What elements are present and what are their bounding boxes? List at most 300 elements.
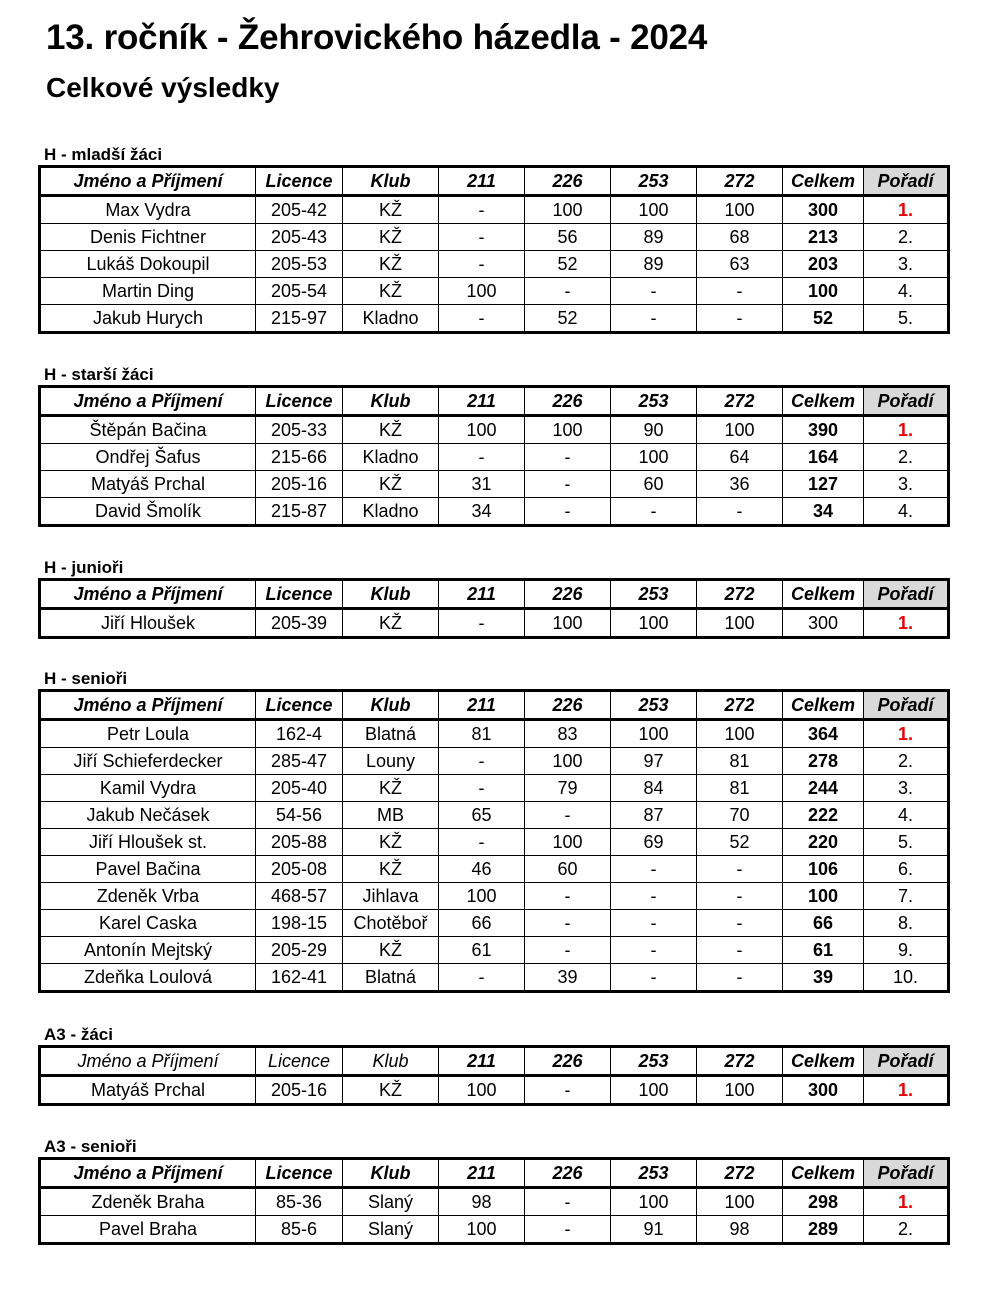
cell-r226: - (525, 498, 611, 526)
column-header-club: Klub (343, 167, 439, 196)
table-row (40, 1216, 949, 1244)
cell-club: KŽ (343, 1076, 439, 1105)
cell-club: KŽ (343, 196, 439, 224)
cell-total: 34 (783, 498, 864, 526)
table-row (40, 964, 949, 992)
cell-r226: 100 (525, 829, 611, 856)
cell-r211: - (439, 775, 525, 802)
cell-r211: 65 (439, 802, 525, 829)
cell-club: Slaný (343, 1216, 439, 1244)
cell-rank: 4. (864, 802, 949, 829)
cell-name: Jiří Schieferdecker (40, 748, 256, 775)
cell-name: David Šmolík (40, 498, 256, 526)
cell-licence: 162-41 (256, 964, 343, 992)
table-row (40, 720, 949, 748)
cell-r272: 63 (697, 251, 783, 278)
cell-total: 220 (783, 829, 864, 856)
cell-r253: 87 (611, 802, 697, 829)
column-header-name: Jméno a Příjmení (40, 1159, 256, 1188)
cell-r253: - (611, 305, 697, 333)
cell-name: Pavel Bačina (40, 856, 256, 883)
results-section (38, 1136, 947, 1245)
table-row (40, 305, 949, 333)
cell-name: Jakub Hurych (40, 305, 256, 333)
table-row (40, 829, 949, 856)
column-header-name: Jméno a Příjmení (40, 387, 256, 416)
column-header-r253: 253 (611, 167, 697, 196)
cell-total: 100 (783, 883, 864, 910)
table-row (40, 498, 949, 526)
cell-club: Blatná (343, 964, 439, 992)
column-header-r211: 211 (439, 167, 525, 196)
header-row (40, 691, 949, 720)
column-header-r211: 211 (439, 580, 525, 609)
cell-r211: 100 (439, 1076, 525, 1105)
column-header-r226: 226 (525, 167, 611, 196)
cell-rank: 1. (864, 1076, 949, 1105)
cell-r226: - (525, 1216, 611, 1244)
cell-r272: - (697, 910, 783, 937)
cell-total: 106 (783, 856, 864, 883)
column-header-name: Jméno a Příjmení (40, 167, 256, 196)
cell-r226: - (525, 910, 611, 937)
cell-r272: 100 (697, 416, 783, 444)
cell-r226: 100 (525, 416, 611, 444)
cell-name: Martin Ding (40, 278, 256, 305)
cell-name: Zdeněk Braha (40, 1188, 256, 1216)
table-row (40, 856, 949, 883)
table-row (40, 1076, 949, 1105)
cell-name: Matyáš Prchal (40, 471, 256, 498)
cell-name: Petr Loula (40, 720, 256, 748)
cell-rank: 10. (864, 964, 949, 992)
cell-r253: - (611, 883, 697, 910)
cell-r226: - (525, 1188, 611, 1216)
cell-total: 300 (783, 609, 864, 638)
cell-rank: 2. (864, 1216, 949, 1244)
table-row (40, 775, 949, 802)
cell-rank: 1. (864, 609, 949, 638)
cell-r226: 60 (525, 856, 611, 883)
cell-r211: - (439, 305, 525, 333)
cell-name: Matyáš Prchal (40, 1076, 256, 1105)
cell-licence: 205-43 (256, 224, 343, 251)
cell-total: 66 (783, 910, 864, 937)
cell-rank: 5. (864, 305, 949, 333)
cell-r272: 100 (697, 609, 783, 638)
results-table (38, 385, 950, 527)
cell-r272: 100 (697, 1076, 783, 1105)
cell-r253: 89 (611, 224, 697, 251)
cell-licence: 85-36 (256, 1188, 343, 1216)
cell-r253: 100 (611, 1076, 697, 1105)
column-header-total: Celkem (783, 580, 864, 609)
cell-total: 127 (783, 471, 864, 498)
column-header-r253: 253 (611, 580, 697, 609)
cell-rank: 4. (864, 278, 949, 305)
header-row (40, 167, 949, 196)
cell-club: MB (343, 802, 439, 829)
cell-r211: 100 (439, 1216, 525, 1244)
cell-r272: 100 (697, 1188, 783, 1216)
column-header-r211: 211 (439, 1159, 525, 1188)
cell-total: 298 (783, 1188, 864, 1216)
cell-r272: - (697, 937, 783, 964)
cell-name: Pavel Braha (40, 1216, 256, 1244)
cell-rank: 7. (864, 883, 949, 910)
cell-total: 100 (783, 278, 864, 305)
column-header-club: Klub (343, 1047, 439, 1076)
cell-r211: - (439, 224, 525, 251)
column-header-r272: 272 (697, 691, 783, 720)
cell-r272: - (697, 498, 783, 526)
cell-rank: 5. (864, 829, 949, 856)
cell-rank: 2. (864, 748, 949, 775)
cell-name: Zdeněk Vrba (40, 883, 256, 910)
cell-club: Kladno (343, 444, 439, 471)
column-header-licence: Licence (256, 387, 343, 416)
column-header-r253: 253 (611, 691, 697, 720)
cell-r253: 60 (611, 471, 697, 498)
column-header-r211: 211 (439, 387, 525, 416)
cell-r253: 97 (611, 748, 697, 775)
cell-r226: 52 (525, 305, 611, 333)
cell-rank: 6. (864, 856, 949, 883)
column-header-name: Jméno a Příjmení (40, 580, 256, 609)
cell-r272: 64 (697, 444, 783, 471)
cell-r272: 81 (697, 775, 783, 802)
cell-r272: 100 (697, 720, 783, 748)
cell-r226: 79 (525, 775, 611, 802)
cell-r226: - (525, 471, 611, 498)
header-row (40, 1047, 949, 1076)
column-header-r226: 226 (525, 580, 611, 609)
column-header-total: Celkem (783, 1047, 864, 1076)
cell-total: 390 (783, 416, 864, 444)
column-header-r272: 272 (697, 387, 783, 416)
cell-club: KŽ (343, 856, 439, 883)
table-row (40, 910, 949, 937)
cell-r211: - (439, 196, 525, 224)
cell-club: KŽ (343, 278, 439, 305)
cell-licence: 205-08 (256, 856, 343, 883)
column-header-name: Jméno a Příjmení (40, 691, 256, 720)
cell-licence: 468-57 (256, 883, 343, 910)
cell-name: Zdeňka Loulová (40, 964, 256, 992)
cell-club: KŽ (343, 224, 439, 251)
cell-licence: 215-97 (256, 305, 343, 333)
table-row (40, 278, 949, 305)
cell-r211: 61 (439, 937, 525, 964)
column-header-licence: Licence (256, 580, 343, 609)
column-header-club: Klub (343, 691, 439, 720)
cell-rank: 1. (864, 1188, 949, 1216)
cell-r211: 98 (439, 1188, 525, 1216)
results-section (38, 364, 947, 527)
cell-club: Louny (343, 748, 439, 775)
cell-club: KŽ (343, 471, 439, 498)
results-table (38, 1045, 950, 1106)
cell-r211: - (439, 444, 525, 471)
cell-name: Štěpán Bačina (40, 416, 256, 444)
cell-r272: - (697, 964, 783, 992)
cell-rank: 4. (864, 498, 949, 526)
cell-name: Antonín Mejtský (40, 937, 256, 964)
cell-r253: 100 (611, 444, 697, 471)
cell-licence: 215-66 (256, 444, 343, 471)
cell-total: 39 (783, 964, 864, 992)
cell-name: Jiří Hloušek st. (40, 829, 256, 856)
cell-r272: - (697, 278, 783, 305)
cell-r226: - (525, 278, 611, 305)
cell-r226: 100 (525, 609, 611, 638)
cell-rank: 1. (864, 416, 949, 444)
cell-r253: - (611, 856, 697, 883)
cell-r211: 31 (439, 471, 525, 498)
column-header-r272: 272 (697, 1047, 783, 1076)
column-header-r211: 211 (439, 691, 525, 720)
cell-total: 300 (783, 1076, 864, 1105)
cell-r211: - (439, 829, 525, 856)
cell-club: KŽ (343, 937, 439, 964)
section-label: H - senioři (44, 669, 128, 688)
cell-r253: - (611, 278, 697, 305)
column-header-rank: Pořadí (864, 1159, 949, 1188)
cell-r253: 84 (611, 775, 697, 802)
cell-licence: 205-40 (256, 775, 343, 802)
table-row (40, 224, 949, 251)
cell-r253: 100 (611, 720, 697, 748)
column-header-club: Klub (343, 580, 439, 609)
cell-licence: 215-87 (256, 498, 343, 526)
cell-r272: - (697, 305, 783, 333)
header-row (40, 387, 949, 416)
results-section (38, 1024, 947, 1106)
cell-r272: 98 (697, 1216, 783, 1244)
column-header-licence: Licence (256, 691, 343, 720)
cell-total: 364 (783, 720, 864, 748)
column-header-club: Klub (343, 387, 439, 416)
column-header-total: Celkem (783, 167, 864, 196)
cell-total: 300 (783, 196, 864, 224)
column-header-r226: 226 (525, 1047, 611, 1076)
cell-r211: 81 (439, 720, 525, 748)
cell-r272: 81 (697, 748, 783, 775)
cell-rank: 3. (864, 471, 949, 498)
cell-r272: 36 (697, 471, 783, 498)
cell-name: Jakub Nečásek (40, 802, 256, 829)
column-header-r272: 272 (697, 580, 783, 609)
section-label: H - mladší žáci (44, 145, 163, 164)
cell-r253: - (611, 910, 697, 937)
results-table (38, 1157, 950, 1245)
cell-licence: 85-6 (256, 1216, 343, 1244)
cell-name: Karel Caska (40, 910, 256, 937)
cell-r211: 34 (439, 498, 525, 526)
cell-r272: 100 (697, 196, 783, 224)
cell-club: KŽ (343, 251, 439, 278)
cell-licence: 205-29 (256, 937, 343, 964)
cell-rank: 9. (864, 937, 949, 964)
column-header-r226: 226 (525, 1159, 611, 1188)
cell-rank: 2. (864, 444, 949, 471)
cell-total: 164 (783, 444, 864, 471)
cell-total: 244 (783, 775, 864, 802)
cell-name: Kamil Vydra (40, 775, 256, 802)
table-row (40, 196, 949, 224)
table-row (40, 609, 949, 638)
column-header-r253: 253 (611, 387, 697, 416)
cell-r226: 39 (525, 964, 611, 992)
cell-r253: 90 (611, 416, 697, 444)
results-table (38, 578, 950, 639)
table-row (40, 416, 949, 444)
column-header-licence: Licence (256, 167, 343, 196)
cell-licence: 205-54 (256, 278, 343, 305)
cell-rank: 1. (864, 720, 949, 748)
cell-r272: 52 (697, 829, 783, 856)
table-row (40, 1188, 949, 1216)
cell-r211: 100 (439, 278, 525, 305)
table-row (40, 444, 949, 471)
cell-total: 203 (783, 251, 864, 278)
cell-r226: - (525, 937, 611, 964)
cell-club: Chotěboř (343, 910, 439, 937)
cell-r272: 70 (697, 802, 783, 829)
cell-licence: 205-16 (256, 471, 343, 498)
column-header-r253: 253 (611, 1159, 697, 1188)
results-section (38, 668, 947, 993)
cell-r211: - (439, 609, 525, 638)
cell-r226: - (525, 883, 611, 910)
cell-r226: 100 (525, 748, 611, 775)
section-label: H - starší žáci (44, 365, 154, 384)
cell-club: KŽ (343, 775, 439, 802)
cell-rank: 8. (864, 910, 949, 937)
cell-r226: - (525, 444, 611, 471)
header-row (40, 1159, 949, 1188)
cell-r272: - (697, 883, 783, 910)
cell-licence: 54-56 (256, 802, 343, 829)
column-header-r226: 226 (525, 691, 611, 720)
cell-r211: 100 (439, 416, 525, 444)
page-subtitle: Celkové výsledky (46, 72, 280, 103)
cell-r253: 100 (611, 609, 697, 638)
cell-total: 289 (783, 1216, 864, 1244)
section-label: A3 - žáci (44, 1025, 113, 1044)
cell-total: 61 (783, 937, 864, 964)
cell-r211: - (439, 251, 525, 278)
cell-club: Slaný (343, 1188, 439, 1216)
cell-name: Jiří Hloušek (40, 609, 256, 638)
cell-r253: 100 (611, 196, 697, 224)
cell-r272: - (697, 856, 783, 883)
cell-licence: 205-33 (256, 416, 343, 444)
cell-licence: 205-42 (256, 196, 343, 224)
cell-r253: 91 (611, 1216, 697, 1244)
header-row (40, 580, 949, 609)
table-row (40, 937, 949, 964)
results-section (38, 557, 947, 639)
cell-name: Max Vydra (40, 196, 256, 224)
cell-club: Kladno (343, 305, 439, 333)
cell-r253: - (611, 498, 697, 526)
section-label: A3 - senioři (44, 1137, 137, 1156)
cell-total: 278 (783, 748, 864, 775)
table-row (40, 251, 949, 278)
cell-r226: 52 (525, 251, 611, 278)
cell-r253: - (611, 964, 697, 992)
cell-r253: 89 (611, 251, 697, 278)
cell-r253: 100 (611, 1188, 697, 1216)
column-header-club: Klub (343, 1159, 439, 1188)
cell-licence: 285-47 (256, 748, 343, 775)
column-header-rank: Pořadí (864, 580, 949, 609)
cell-r226: - (525, 1076, 611, 1105)
cell-r211: - (439, 964, 525, 992)
column-header-r272: 272 (697, 1159, 783, 1188)
table-row (40, 802, 949, 829)
cell-total: 52 (783, 305, 864, 333)
cell-r253: 69 (611, 829, 697, 856)
cell-licence: 205-53 (256, 251, 343, 278)
cell-r272: 68 (697, 224, 783, 251)
column-header-total: Celkem (783, 691, 864, 720)
column-header-r226: 226 (525, 387, 611, 416)
column-header-licence: Licence (256, 1047, 343, 1076)
column-header-r253: 253 (611, 1047, 697, 1076)
results-table (38, 689, 950, 993)
cell-licence: 162-4 (256, 720, 343, 748)
cell-club: Jihlava (343, 883, 439, 910)
cell-licence: 205-39 (256, 609, 343, 638)
column-header-rank: Pořadí (864, 691, 949, 720)
page-title: 13. ročník - Žehrovického házedla - 2024 (46, 18, 708, 57)
cell-rank: 3. (864, 775, 949, 802)
column-header-name: Jméno a Příjmení (40, 1047, 256, 1076)
table-row (40, 883, 949, 910)
cell-rank: 3. (864, 251, 949, 278)
cell-total: 222 (783, 802, 864, 829)
results-section (38, 144, 947, 334)
cell-name: Denis Fichtner (40, 224, 256, 251)
cell-club: KŽ (343, 829, 439, 856)
column-header-r272: 272 (697, 167, 783, 196)
cell-r253: - (611, 937, 697, 964)
cell-total: 213 (783, 224, 864, 251)
cell-rank: 2. (864, 224, 949, 251)
table-row (40, 748, 949, 775)
cell-rank: 1. (864, 196, 949, 224)
cell-licence: 198-15 (256, 910, 343, 937)
column-header-rank: Pořadí (864, 387, 949, 416)
cell-club: Kladno (343, 498, 439, 526)
cell-name: Lukáš Dokoupil (40, 251, 256, 278)
table-row (40, 471, 949, 498)
cell-r211: 46 (439, 856, 525, 883)
cell-r226: 56 (525, 224, 611, 251)
column-header-r211: 211 (439, 1047, 525, 1076)
results-table (38, 165, 950, 334)
cell-r211: 66 (439, 910, 525, 937)
cell-name: Ondřej Šafus (40, 444, 256, 471)
cell-club: KŽ (343, 609, 439, 638)
cell-licence: 205-16 (256, 1076, 343, 1105)
cell-licence: 205-88 (256, 829, 343, 856)
cell-r226: - (525, 802, 611, 829)
cell-r226: 83 (525, 720, 611, 748)
cell-r226: 100 (525, 196, 611, 224)
